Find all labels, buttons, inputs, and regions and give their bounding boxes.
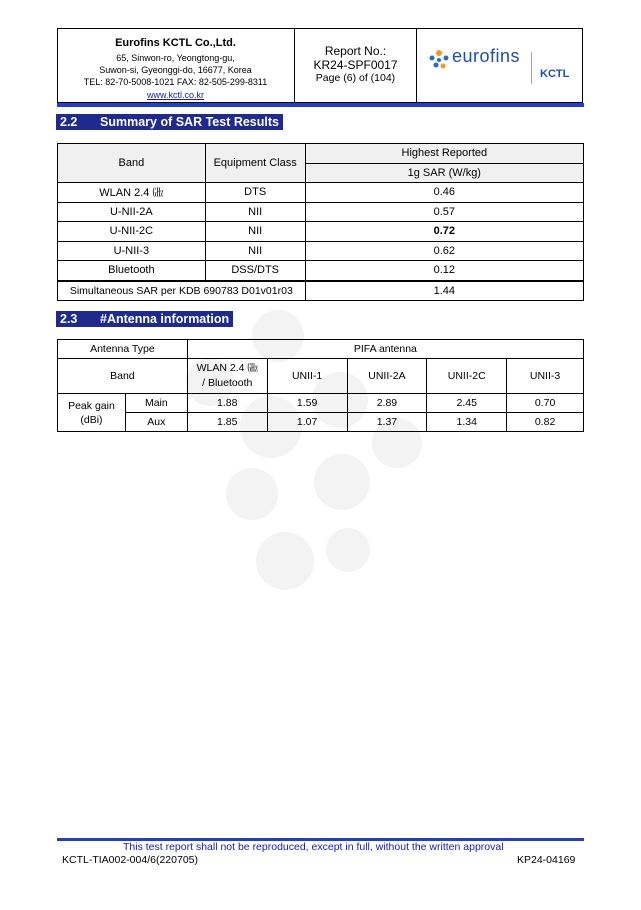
table-row <box>58 202 584 222</box>
gain-cell: 1.88 <box>187 394 267 413</box>
aux-label: Aux <box>125 413 187 432</box>
company-name: Eurofins KCTL Co.,Ltd. <box>115 37 236 49</box>
col-equipment-header: Equipment Class <box>205 144 305 183</box>
gain-cell: 1.37 <box>347 413 427 432</box>
gain-cell: 0.82 <box>507 413 584 432</box>
table-row <box>58 241 584 261</box>
eurofins-dots-icon <box>428 49 450 71</box>
col-sar-header: 1g SAR (W/kg) <box>305 163 583 183</box>
gain-cell: 2.89 <box>347 394 427 413</box>
table-row <box>58 183 584 203</box>
section-heading-2-3 <box>56 311 233 327</box>
report-label: Report No.: <box>324 44 387 58</box>
gain-cell: 1.34 <box>427 413 507 432</box>
simultaneous-row <box>58 281 584 301</box>
col-highest-header: Highest Reported <box>305 144 583 164</box>
antenna-info-table <box>57 339 584 432</box>
gain-cell: 0.70 <box>507 394 584 413</box>
sar-cell-highest: 0.72 <box>305 222 583 242</box>
table-row <box>58 413 584 432</box>
class-cell: NII <box>205 241 305 261</box>
table-row <box>58 394 584 413</box>
sar-cell: 0.57 <box>305 202 583 222</box>
logo-divider <box>531 52 532 84</box>
col-band-header: Band <box>58 144 206 183</box>
band-unii-3: UNII-3 <box>507 359 584 394</box>
band-wlan: WLAN 2.4 ㎓ / Bluetooth <box>187 359 267 394</box>
address-line-2: Suwon-si, Gyeonggi-do, 16677, Korea <box>99 65 252 75</box>
band-label: Band <box>58 359 188 394</box>
simultaneous-value: 1.44 <box>305 281 583 301</box>
header-rule <box>57 103 584 107</box>
table-row <box>58 261 584 281</box>
section-heading-2-2 <box>56 114 283 130</box>
gain-cell: 2.45 <box>427 394 507 413</box>
class-cell: DSS/DTS <box>205 261 305 281</box>
band-unii-2a: UNII-2A <box>347 359 427 394</box>
logo-sub: KCTL <box>540 68 570 80</box>
sar-summary-table <box>57 143 584 301</box>
sar-cell: 0.12 <box>305 261 583 281</box>
antenna-type-value: PIFA antenna <box>187 340 583 359</box>
class-cell: DTS <box>205 183 305 203</box>
gain-cell: 1.59 <box>267 394 347 413</box>
band-unii-1: UNII-1 <box>267 359 347 394</box>
gain-cell: 1.85 <box>187 413 267 432</box>
band-cell: U-NII-3 <box>58 241 206 261</box>
sar-cell: 0.62 <box>305 241 583 261</box>
simultaneous-label: Simultaneous SAR per KDB 690783 D01v01r03 <box>58 281 306 301</box>
sar-cell: 0.46 <box>305 183 583 203</box>
class-cell: NII <box>205 222 305 242</box>
gain-cell: 1.07 <box>267 413 347 432</box>
section-number: 2.3 <box>60 312 78 326</box>
band-cell: U-NII-2A <box>58 202 206 222</box>
class-cell: NII <box>205 202 305 222</box>
band-cell: U-NII-2C <box>58 222 206 242</box>
band-cell: WLAN 2.4 ㎓ <box>58 183 206 203</box>
section-title: #Antenna information <box>100 312 230 326</box>
band-unii-2c: UNII-2C <box>427 359 507 394</box>
footer-reference: KP24-04169 <box>517 854 576 866</box>
section-number: 2.2 <box>60 115 78 129</box>
logo-wordmark: eurofins <box>452 46 521 66</box>
contact-line: TEL: 82-70-5008-1021 FAX: 82-505-299-8311 <box>83 77 268 87</box>
section-title: Summary of SAR Test Results <box>100 115 279 129</box>
website-link[interactable]: www.kctl.co.kr <box>146 90 204 100</box>
main-label: Main <box>125 394 187 413</box>
footer-form-code: KCTL-TIA002-004/6(220705) <box>62 854 198 866</box>
report-number: KR24-SPF0017 <box>313 58 398 72</box>
page-indicator: Page (6) of (104) <box>315 72 396 84</box>
peak-gain-label: Peak gain (dBi) <box>58 394 126 432</box>
footer-note: This test report shall not be reproduced, except in full, without the written approval <box>123 841 504 853</box>
band-cell: Bluetooth <box>58 261 206 281</box>
address-line-1: 65, Sinwon-ro, Yeongtong-gu, <box>116 53 235 63</box>
antenna-type-label: Antenna Type <box>58 340 188 359</box>
company-block <box>57 28 295 103</box>
table-row <box>58 222 584 242</box>
eurofins-logo <box>426 46 576 86</box>
report-number-block <box>295 28 417 103</box>
